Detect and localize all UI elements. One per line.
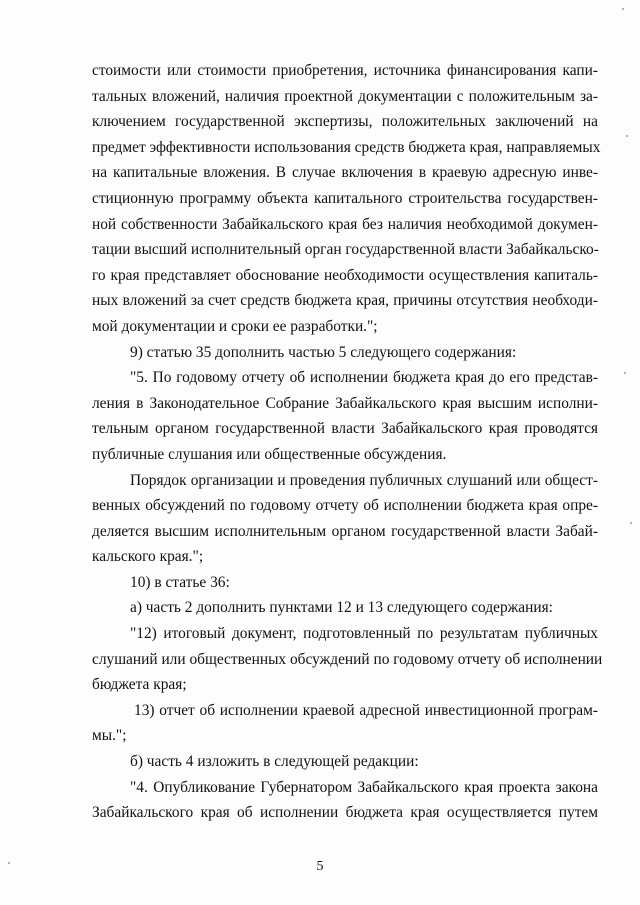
text-line: венных обсуждений по годовому отчету об исполнении бюджета края опре- (92, 497, 598, 515)
scan-speck (630, 522, 632, 524)
text-line: тации высший исполнительный орган государственной власти Забайкальско- (92, 241, 599, 259)
scan-speck (8, 862, 10, 864)
text-line: слушаний или общественных обсуждений по годовому отчету об исполнении (92, 650, 603, 668)
text-line: б) часть 4 изложить в следующей редакции: (130, 753, 419, 771)
text-line: "4. Опубликование Губернатором Забайкальского края проекта закона (130, 778, 598, 796)
text-line: Забайкальского края об исполнении бюджета края осуществляется путем (92, 804, 598, 822)
text-line: кальского края."; (92, 548, 204, 566)
text-line: стиционную программу объекта капитального строительства государствен- (92, 189, 598, 207)
text-line: ной собственности Забайкальского края без наличия необходимой докумен- (92, 215, 598, 233)
text-line: публичные слушания или общественные обсуждения. (92, 445, 447, 463)
text-line: "12) итоговый документ, подготовленный по результатам публичных (130, 625, 598, 643)
scan-speck (622, 8, 624, 10)
text-line: мой документации и сроки ее разработки."; (92, 317, 378, 335)
document-body (92, 58, 603, 826)
text-line: ления в Законодательное Собрание Забайкальского края высшим исполни- (92, 394, 598, 412)
text-line: а) часть 2 дополнить пунктами 12 и 13 следующего содержания: (130, 599, 553, 617)
text-line: тельным органом государственной власти Забайкальского края проводятся (92, 420, 598, 438)
text-line: тальных вложений, наличия проектной документации с положительным за- (92, 87, 598, 105)
text-line: ных вложений за счет средств бюджета края, причины отсутствия необходи- (92, 292, 598, 310)
text-line: 9) статью 35 дополнить частью 5 следующего содержания: (130, 343, 517, 361)
text-line: деляется высшим исполнительным органом государственной власти Забай- (92, 522, 598, 540)
text-line: ключением государственной экспертизы, положительных заключений на (92, 113, 598, 131)
scan-speck (626, 135, 628, 137)
text-line: мы."; (92, 727, 127, 745)
text-line: на капитальные вложения. В случае включения в краевую адресную инве- (92, 164, 598, 182)
text-line: Порядок организации и проведения публичных слушаний или общест- (130, 471, 598, 489)
text-line: го края представляет обоснование необходимости осуществления капиталь- (92, 266, 598, 284)
page-number: 5 (316, 859, 324, 874)
text-line: бюджета края; (92, 676, 187, 694)
text-line: стоимости или стоимости приобретения, источника финансирования капи- (92, 62, 598, 79)
scan-speck (624, 372, 626, 374)
text-line: 13) отчет об исполнении краевой адресной инвестиционной програм- (134, 701, 598, 719)
text-line: "5. По годовому отчету об исполнении бюджета края до его представ- (130, 369, 598, 387)
text-line: 10) в статье 36: (130, 573, 230, 591)
text-line: предмет эффективности использования средств бюджета края, направляемых (92, 138, 601, 156)
